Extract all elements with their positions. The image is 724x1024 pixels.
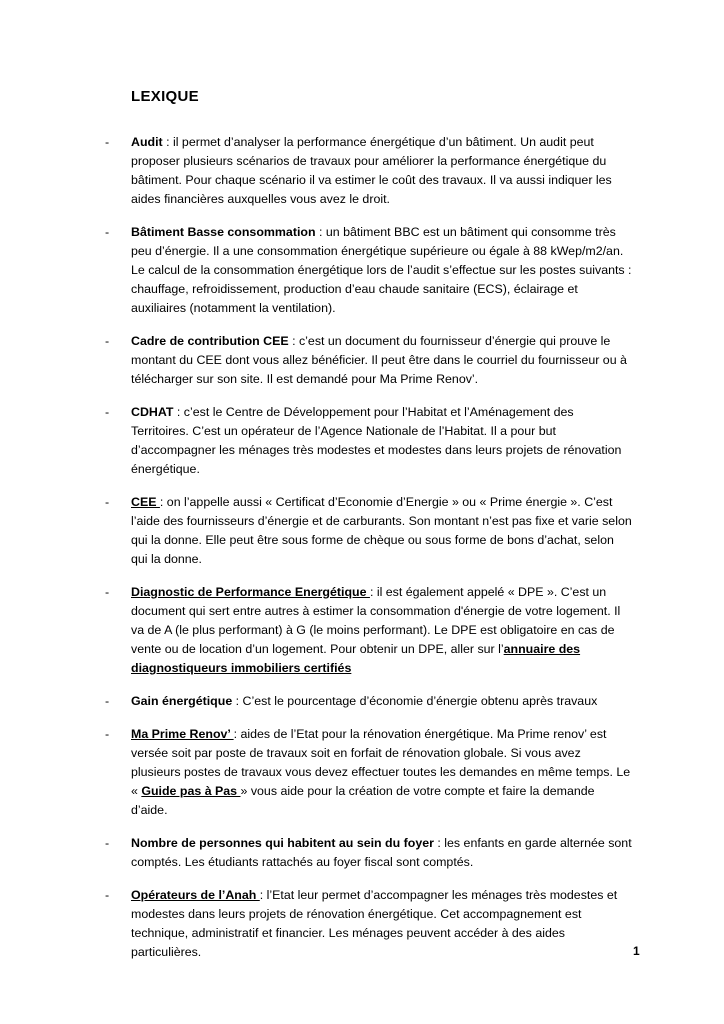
lexicon-entry: [105, 583, 632, 678]
page-title: LEXIQUE: [131, 88, 199, 105]
entry-text: [131, 133, 632, 209]
entry-text: [131, 403, 632, 479]
entry-term: Ma Prime Renov’: [131, 727, 234, 741]
entry-definition: : C’est le pourcentage d’économie d’énergie obtenu après travaux: [232, 694, 598, 708]
entry-text: [131, 223, 632, 318]
lexicon-entry: [105, 692, 632, 711]
entry-definition: : il est également appelé « DPE ». C’est un document qui sert entre autres à estimer la consommation d'énergie de votre logement. Il va de A (le plus performant) à G (le moins performant). Le DPE est obligatoire en cas de vente ou de location d’un logement. Pour obtenir un DPE, aller sur l’: [131, 585, 621, 656]
entry-text: [131, 886, 632, 962]
entry-term: Opérateurs de l’Anah: [131, 888, 260, 902]
list-dash-marker: -: [105, 225, 110, 239]
entry-term: Audit: [131, 135, 163, 149]
inline-link[interactable]: Guide pas à Pas: [141, 784, 241, 798]
list-dash-marker: -: [105, 694, 110, 708]
list-dash-marker: -: [105, 888, 110, 902]
page-number: 1: [633, 944, 640, 958]
entry-definition: : il permet d’analyser la performance énergétique d’un bâtiment. Un audit peut proposer plusieurs scénarios de travaux pour améliorer la performance énergétique du bâtiment. Pour chaque scénario il va estimer le coût des travaux. Il va aussi indiquer les aides financières auxquelles vous avez le droit.: [131, 135, 612, 206]
entry-definition: : les enfants en garde alternée sont comptés. Les étudiants rattachés au foyer fiscal sont comptés.: [131, 836, 632, 869]
entry-definition: : un bâtiment BBC est un bâtiment qui consomme très peu d’énergie. Il a une consommation énergétique supérieure ou égale à 88 kWep/m2/an. Le calcul de la consommation énergétique lors de l’audit s’effectue sur les postes suivants : chauffage, refroidissement, production d’eau chaude sanitaire (ECS), éclairage et auxiliaires (notamment la ventilation).: [131, 225, 632, 315]
lexicon-entry: [105, 332, 632, 389]
entry-term: Diagnostic de Performance Energétique: [131, 585, 370, 599]
entry-definition: : c’est un document du fournisseur d’énergie qui prouve le montant du CEE dont vous allez bénéficier. Il peut être dans le courriel du fournisseur ou à télécharger sur son site. Il est demandé pour Ma Prime Renov’.: [131, 334, 627, 386]
inline-link[interactable]: annuaire des diagnostiqueurs immobiliers certifiés: [131, 642, 581, 675]
list-dash-marker: -: [105, 836, 110, 850]
entry-definition: : on l’appelle aussi « Certificat d’Economie d’Energie » ou « Prime énergie ». C’est l’aide des fournisseurs d’énergie et de carburants. Son montant n’est pas fixe et varie selon qui la donne. Elle peut être sous forme de chèque ou sous forme de bons d’achat, selon qui la donne.: [131, 495, 632, 566]
lexicon-entry: [105, 133, 632, 209]
entry-term: CDHAT: [131, 405, 174, 419]
list-dash-marker: -: [105, 727, 110, 741]
entry-definition: : aides de l’Etat pour la rénovation énergétique. Ma Prime renov’ est versée soit par poste de travaux soit en forfait de rénovation globale. Si vous avez plusieurs postes de travaux vous devez effectuer toutes les demandes en même temps. Le «: [131, 727, 631, 798]
entry-text: [131, 583, 632, 678]
list-dash-marker: -: [105, 405, 110, 419]
entry-text: [131, 692, 632, 711]
lexicon-entry: [105, 886, 632, 962]
entry-term: Cadre de contribution CEE: [131, 334, 289, 348]
lexicon-entry: [105, 223, 632, 318]
entry-text: [131, 725, 632, 820]
entry-definition: : l’Etat leur permet d’accompagner les ménages très modestes et modestes dans leurs projets de rénovation énergétique. Cet accompagnement est technique, administratif et financier. Les ménages peuvent accéder à des aides particulières.: [131, 888, 618, 959]
entry-definition: : c’est le Centre de Développement pour l’Habitat et l’Aménagement des Territoires. C’est un opérateur de l’Agence Nationale de l’Habitat. Il a pour but d’accompagner les ménages très modestes et modestes dans leurs projets de rénovation énergétique.: [131, 405, 622, 476]
entry-term: CEE: [131, 495, 160, 509]
entry-term: Bâtiment Basse consommation: [131, 225, 316, 239]
lexicon-entry: [105, 493, 632, 569]
entry-term: Gain énergétique: [131, 694, 233, 708]
entry-term: Nombre de personnes qui habitent au sein du foyer: [131, 836, 434, 850]
entry-text: [131, 332, 632, 389]
list-dash-marker: -: [105, 495, 110, 509]
lexicon-list: [105, 133, 632, 962]
list-dash-marker: -: [105, 135, 110, 149]
entry-text: [131, 834, 632, 872]
lexicon-entry: [105, 834, 632, 872]
list-dash-marker: -: [105, 585, 110, 599]
entry-definition: » vous aide pour la création de votre compte et faire la demande d’aide.: [131, 784, 595, 817]
entry-text: [131, 493, 632, 569]
lexicon-entry: [105, 403, 632, 479]
list-dash-marker: -: [105, 334, 110, 348]
lexicon-entry: [105, 725, 632, 820]
